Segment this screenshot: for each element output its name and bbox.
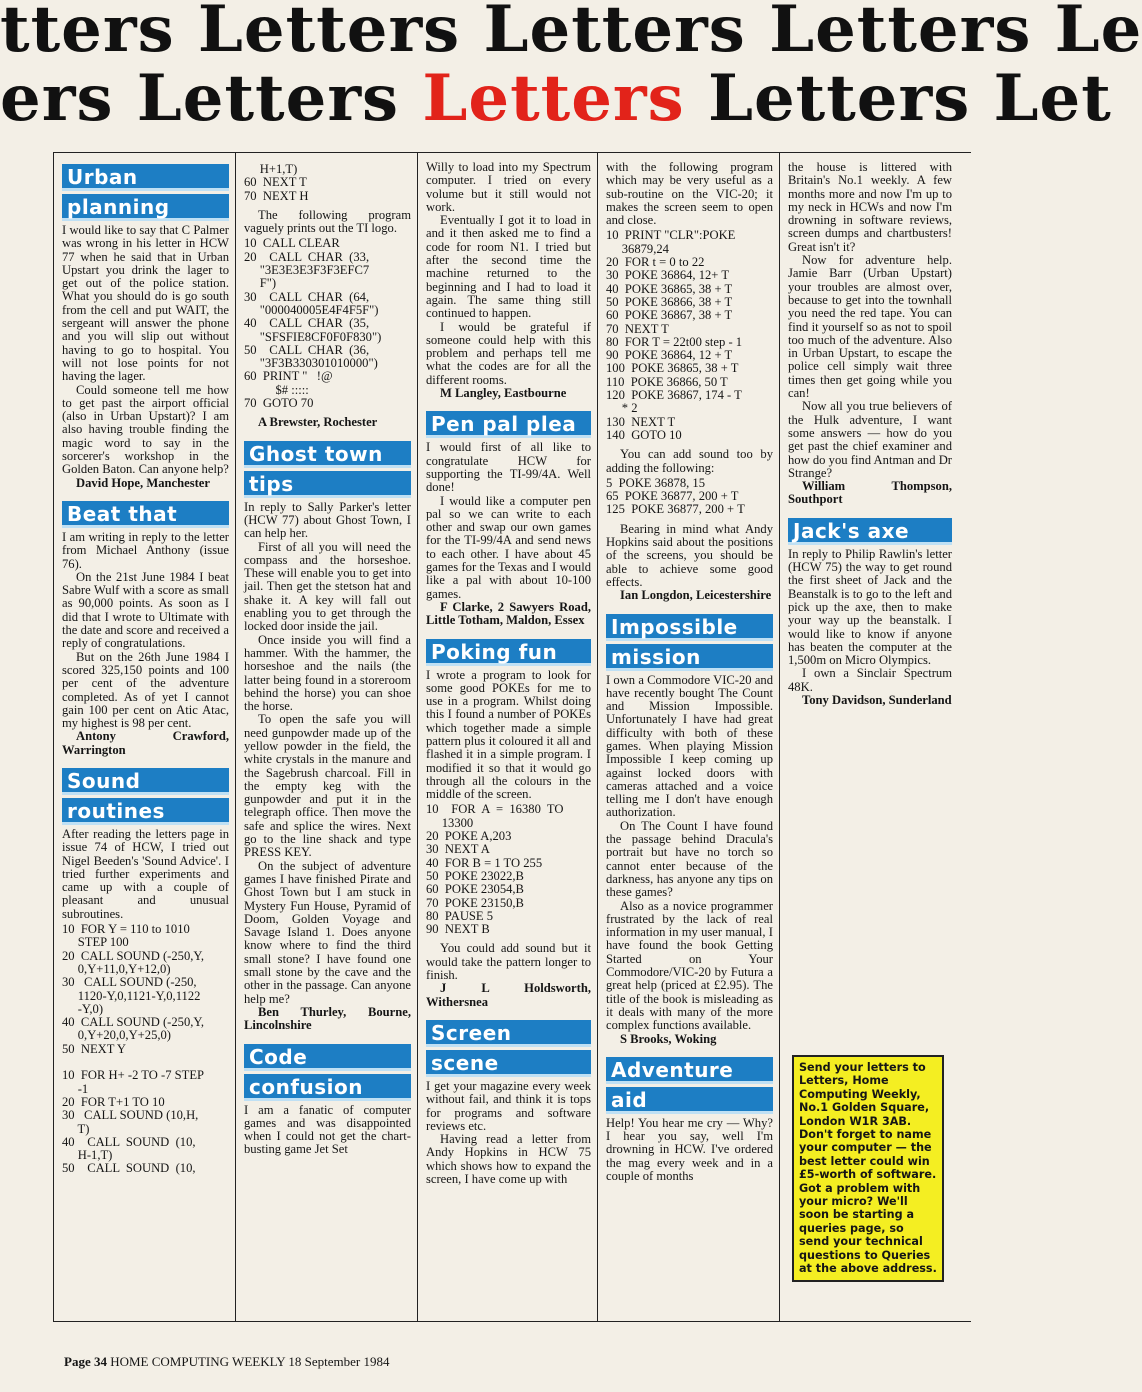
header-row-2 <box>0 61 1112 136</box>
footer-text: HOME COMPUTING WEEKLY 18 September 1984 <box>110 1354 390 1369</box>
section-heading: Pen pal plea <box>426 411 591 438</box>
letter-paragraph: I would like to say that C Palmer was wrong in his letter in HCW 77 when he said that in Urban Upstart you drink the lager to get out of the police station. What you should do is go south from the cell and put WAIT, the sergeant will answer the phone and you will slip out without having to go to hospital. You will not lose points for not having the lager. <box>62 223 229 384</box>
column-1 <box>54 153 236 1321</box>
spacer <box>606 1046 773 1054</box>
letter-signature: F Clarke, 2 Sawyers Road, Little Totham, Maldon, Essex <box>426 599 591 628</box>
letter-paragraph: Could someone tell me how to get past the airport official (also in Urban Upstart)? I am also having trouble finding the magic word to say in the sorcerer's workshop in the Golden Baton. Can anyone help? <box>62 382 229 477</box>
spacer <box>244 430 411 438</box>
letter-paragraph: Now for adventure help. Jamie Barr (Urban Upstart) your troubles are almost over, because to get into the townhall you need the red tape. You can find it yourself so as not to spoil too much of the adventure. Also in Urban Upstart, to escape the police cell simply wait three times then get going while you can! <box>788 253 952 401</box>
send-letters-notice: Send your letters to Letters, Home Computing Weekly, No.1 Golden Square, London W1R 3AB. Don't forget to name your computer — the best letter could win £5-worth of software. Got a problem with your micro? We'll soon be starting a queries page, so send your technical questions to Queries at the above address. <box>792 1055 944 1282</box>
header-row-1 <box>0 0 1142 67</box>
spacer <box>62 490 229 498</box>
section-heading: Code <box>244 1044 411 1071</box>
letter-paragraph: On The Count I have found the passage behind Dracula's portrait but have no torch so cannot enter because of the darkness, has anyone any tips on these games? <box>606 818 773 900</box>
letter-paragraph: You can add sound too by adding the following: <box>606 447 773 475</box>
letter-paragraph: I am writing in reply to the letter from Michael Anthony (issue 76). <box>62 529 229 571</box>
section-heading: aid <box>606 1087 773 1114</box>
section-heading: scene <box>426 1050 591 1077</box>
section-heading: Adventure <box>606 1057 773 1084</box>
letter-paragraph: Help! You hear me cry — Why? I hear you say, well I'm drowning in HCW. I've ordered the mag every week and in a couple of months <box>606 1115 773 1183</box>
section-heading: Ghost town <box>244 441 411 468</box>
letter-signature: William Thompson, Southport <box>788 479 952 507</box>
spacer <box>426 400 591 408</box>
column-4 <box>598 153 780 1321</box>
header-row-2-red: Letters <box>422 61 685 136</box>
program-listing: H+1,T) 60 NEXT T 70 NEXT H <box>244 162 309 203</box>
letter-paragraph: Having read a letter from Andy Hopkins in HCW 75 which shows how to expand the screen, I have come up with <box>426 1132 591 1186</box>
letter-paragraph: But on the 26th June 1984 I scored 325,150 points and 100 per cent of the adventure completed. As of yet I cannot gain 100 per cent on Atic Atac, my highest is 98 per cent. <box>62 649 229 731</box>
spacer <box>426 1009 591 1017</box>
header-row-2-left: ers Letters <box>0 61 423 136</box>
letter-signature: Antony Crawford, Warrington <box>62 729 229 757</box>
letter-signature: M Langley, Eastbourne <box>440 386 567 401</box>
section-heading: Urban <box>62 164 229 191</box>
section-heading: Poking fun <box>426 639 591 666</box>
letter-paragraph: the house is littered with Britain's No.1 weekly. A few months more and now I'm up to my neck in HCWs and now I'm drowning in software reviews, screen dumps and chartbusters! Great isn't it? <box>788 160 952 254</box>
spacer <box>788 507 952 515</box>
letter-paragraph: The following program vaguely prints out the TI logo. <box>244 207 411 236</box>
letter-paragraph: I would first of all like to congratulate HCW for supporting the TI-99/4A. Well done! <box>426 440 591 495</box>
header-row-1-text: tters Letters Letters Letters Le <box>0 0 1142 67</box>
letter-paragraph: Once inside you will find a hammer. With the hammer, the horseshoe and the nails (the latter being found in a storeroom behind the horse) you can shoe the horse. <box>244 632 411 714</box>
letter-signature: S Brooks, Woking <box>620 1031 717 1046</box>
letter-paragraph: In reply to Sally Parker's letter (HCW 77) about Ghost Town, I can help her. <box>244 499 411 541</box>
section-heading: mission <box>606 644 773 671</box>
letter-paragraph: I own a Sinclair Spectrum 48K. <box>788 666 952 694</box>
section-heading: tips <box>244 471 411 498</box>
letter-paragraph: Eventually I got it to load in and it then asked me to find a code for room N1. I tried but after the second time the machine returned to the beginning and I had to load it again. The same thing still continued to happen. <box>426 213 591 321</box>
spacer <box>244 1033 411 1041</box>
letter-paragraph: You could add sound but it would take the pattern longer to finish. <box>426 941 591 983</box>
letter-paragraph: Also as a novice programmer frustrated by the lack of real information in my user manual, I have found the book Getting Started on Your Commodore/VIC-20 by Futura a great help (priced at £2.95). The title of the book is misleading as it deals with many of the more complex functions available. <box>606 898 773 1033</box>
spacer <box>62 757 229 765</box>
program-listing: 10 FOR Y = 110 to 1010 STEP 100 20 CALL SOUND (-250,Y, 0,Y+11,0,Y+12,0) 30 CALL SOUND (-250, 1120-Y,0,1121-Y,0,1122 -Y,0) 40 CALL SOUND (-250,Y, 0,Y+20,0,Y+25,0) 50 NEXT Y 10 FOR H+ -2 TO -7 STEP -1 20 FOR T+1 TO 10 30 CALL SOUND (10,H, T) 40 CALL SOUND (10, H-1,T) 50 CALL SOUND (10, <box>62 922 205 1176</box>
section-heading: routines <box>62 798 229 825</box>
spacer <box>426 628 591 636</box>
letter-signature: J L Holdsworth, Withersnea <box>426 981 591 1009</box>
letter-paragraph: Now all you true believers of the Hulk adventure, I want some answers — how do you get past the chief examiner and how do you find Antman and Dr Strange? <box>788 399 952 480</box>
page-number: Page 34 <box>64 1354 107 1369</box>
letter-signature: David Hope, Manchester <box>76 475 210 490</box>
letter-paragraph: After reading the letters page in issue 74 of HCW, I tried out Nigel Beeden's 'Sound Advice'. I tried further experiments and came up with a couple of pleasant and unusual subroutines. <box>62 826 229 921</box>
program-listing: 10 CALL CLEAR 20 CALL CHAR (33, "3E3E3E3F3F3EFC7 F") 30 CALL CHAR (64, "000040005E4F4F5F") 40 CALL CHAR (35, "SFSFIE8CF0F0F830") 50 CALL CHAR (36, "3F3B330301010000") 60 PRINT " !@ $# ::::: 70 GOTO 70 <box>244 236 382 411</box>
section-heading: Beat that <box>62 501 229 528</box>
section-heading: Screen <box>426 1020 591 1047</box>
letter-signature: Tony Davidson, Sunderland <box>802 692 952 707</box>
section-heading: Impossible <box>606 614 773 641</box>
letter-paragraph: I wrote a program to look for some good POKEs for me to use in a program. Whilst doing this I found a number of POKEs which together made a simple pattern plus it coloured it all and flashed it in a simple program. I modified it so that it would go through all the colours in the middle of the screen. <box>426 667 591 802</box>
letter-paragraph: On the subject of adventure games I have finished Pirate and Ghost Town but I am stuck in Mystery Fun House, Pyramid of Doom, Golden Voyage and Savage Island 1. Does anyone know where to find the third small stone? I have found one small stone by the cave and the other in the passage. Can anyone help me? <box>244 858 411 1006</box>
letter-paragraph: I would like a computer pen pal so we can write to each other and swap our own games for the TI-99/4A and send news to each other. I have about 45 games for the Texas and I would like a pal with about 10-100 games. <box>426 493 591 601</box>
column-2 <box>236 153 418 1321</box>
section-heading: planning <box>62 194 229 221</box>
program-listing: 10 PRINT "CLR":POKE 36879,24 20 FOR t = 0 to 22 30 POKE 36864, 12+ T 40 POKE 36865, 38 + T 50 POKE 36866, 38 + T 60 POKE 36867, 38 + T 70 NEXT T 80 FOR T = 22t00 step - 1 90 POKE 36864, 12 + T 100 POKE 36865, 38 + T 110 POKE 36866, 50 T 120 POKE 36867, 174 - T * 2 130 NEXT T 140 GOTO 10 <box>606 228 743 442</box>
letter-paragraph: I am a fanatic of computer games and was disappointed when I could not get the chart-busting game Jet Set <box>244 1102 411 1157</box>
letter-signature: A Brewster, Rochester <box>258 415 378 430</box>
section-heading: confusion <box>244 1074 411 1101</box>
page-footer <box>64 1354 389 1370</box>
letter-paragraph: In reply to Philip Rawlin's letter (HCW 75) the way to get round the first sheet of Jack and the Beanstalk is to go to the left and pick up the axe, then to make your way up the beanstalk. I would like to know if anyone has beaten the computer at the 1,500m on Micro Olympics. <box>788 546 952 668</box>
letter-signature: Ben Thurley, Bourne, Lincolnshire <box>244 1004 411 1033</box>
letter-paragraph: Willy to load into my Spectrum computer. I tried on every volume but it still would not work. <box>426 160 591 214</box>
section-heading: Jack's axe <box>788 518 952 545</box>
letter-paragraph: To open the safe you will need gunpowder made up of the yellow powder in the field, the white crystals in the manure and the Sagebrush charcoal. Fill in the empty keg with the gunpowder and put it in the telegraph office. Then move the safe and splice the wires. Next go to the line shack and type PRESS KEY. <box>244 712 411 860</box>
letter-paragraph: Bearing in mind what Andy Hopkins said about the positions of the screens, you should be able to achieve some good effects. <box>606 521 773 589</box>
letter-paragraph: I would be grateful if someone could help with this problem and perhaps tell me what the codes are for all the different rooms. <box>426 319 591 387</box>
header-row-2-right: Letters Let <box>684 61 1112 136</box>
letter-signature: Ian Longdon, Leicestershire <box>620 588 772 603</box>
letter-paragraph: I own a Commodore VIC-20 and have recently bought The Count and Mission Impossible. Unfortunately I have had great difficulty with both of these games. When playing Mission Impossible I keep coming up against locked doors with cameras attached and a voice telling me I don't have enough authorization. <box>606 672 773 820</box>
letter-paragraph: First of all you will need the compass and the horseshoe. These will enable you to get into jail. Then get the stetson hat and shake it. A key will fall out enabling you to get through the locked door inside the jail. <box>244 539 411 634</box>
program-listing: 10 FOR A = 16380 TO 13300 20 POKE A,203 30 NEXT A 40 FOR B = 1 TO 255 50 POKE 23022,B 60 POKE 23054,B 70 POKE 23150,B 80 PAUSE 5 90 NEXT B <box>426 802 564 937</box>
spacer <box>606 603 773 611</box>
column-3 <box>418 153 598 1321</box>
program-listing: 5 POKE 36878, 15 65 POKE 36877, 200 + T 125 POKE 36877, 200 + T <box>606 475 745 517</box>
letter-paragraph: I get your magazine every week without fail, and think it is tops for programs and software reviews etc. <box>426 1078 591 1133</box>
section-heading: Sound <box>62 768 229 795</box>
letter-paragraph: with the following program which may be very useful as a sub-routine on the VIC-20; it makes the screen seem to open and close. <box>606 160 773 228</box>
letter-paragraph: On the 21st June 1984 I beat Sabre Wulf with a score as small as 90,000 points. As soon as I did that I wrote to Ultimate with the date and score and received a reply of congratulations. <box>62 569 229 651</box>
